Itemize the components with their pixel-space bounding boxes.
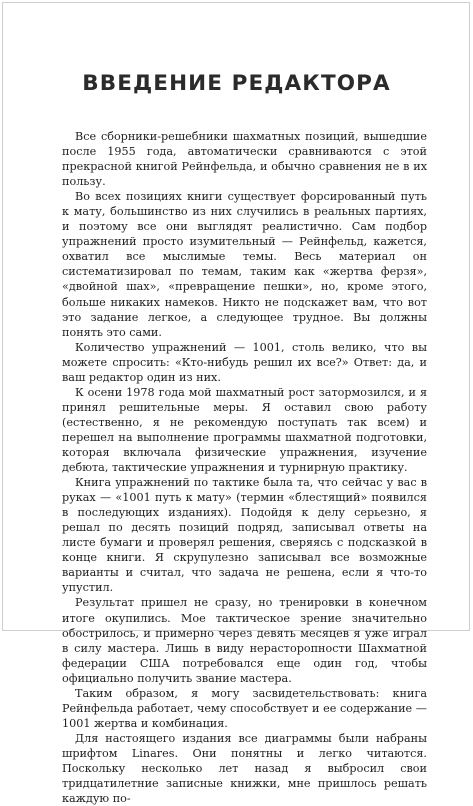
paragraph: Таким образом, я могу засвидетельствовать: книга Рейнфельда работает, чему способствует и ее содержание — 1001 жертва и комбинация.	[62, 686, 427, 730]
paragraph: Все сборники-решебники шахматных позиций, вышедшие после 1955 года, автоматически сравниваются с этой прекрасной книгой Рейнфельда, и обычно сравнения не в их пользу.	[62, 130, 427, 189]
paragraph: К осени 1978 года мой шахматный рост затормозился, и я принял решительные меры. Я оставил свою работу (естественно, я не рекомендую поступать так всем) и перешел на выполнение программы шахматной подготовки, которая включала физические упражнения, изучение дебюта, тактические упражнения и турнирную практику.	[62, 385, 427, 475]
paragraph: Книга упражнений по тактике была та, что сейчас у вас в руках — «1001 путь к мату» (термин «блестящий» появился в последующих изданиях). Подойдя к делу серьезно, я решал по десять позиций подряд, записывал ответы на листе бумаги и проверял решения, сверяясь с подсказкой в конце книги. Я скрупулезно записывал все возможные варианты и считал, что задача не решена, если я что-то упустил.	[62, 476, 427, 595]
paragraph: Для настоящего издания все диаграммы были набраны шрифтом Linares. Они понятны и легко читаются. Поскольку несколько лет назад я выбросил свои тридцатилетние записные книжки, мне пришлось решать каждую по-	[62, 731, 427, 806]
chapter-body	[62, 129, 427, 806]
paragraph: Количество упражнений — 1001, столь велико, что вы можете спросить: «Кто-нибудь решил их все?» Ответ: да, и ваш редактор один из них.	[62, 340, 427, 384]
paragraph: Во всех позициях книги существует форсированный путь к мату, большинство из них случились в реальных партиях, и поэтому все они выглядят реалистично. Сам подбор упражнений просто изумительный — Рейнфельд, кажется, охватил все мыслимые темы. Весь материал он систематизировал по темам, таким как «жертва ферзя», «двойной шах», «превращение пешки», но, кроме этого, больше никаких намеков. Никто не подскажет вам, что вот это задание легкое, а следующее трудное. Вы должны понять это сами.	[62, 190, 427, 339]
chapter-title: ВВЕДЕНИЕ РЕДАКТОРА	[82, 71, 391, 96]
paragraph: Результат пришел не сразу, но тренировки в конечном итоге окупились. Мое тактическое зрение значительно обострилось, и примерно через девять месяцев я уже играл в силу мастера. Лишь в виду нерасторопности Шахматной федерации США потребовался еще один год, чтобы официально получить звание мастера.	[62, 596, 427, 685]
